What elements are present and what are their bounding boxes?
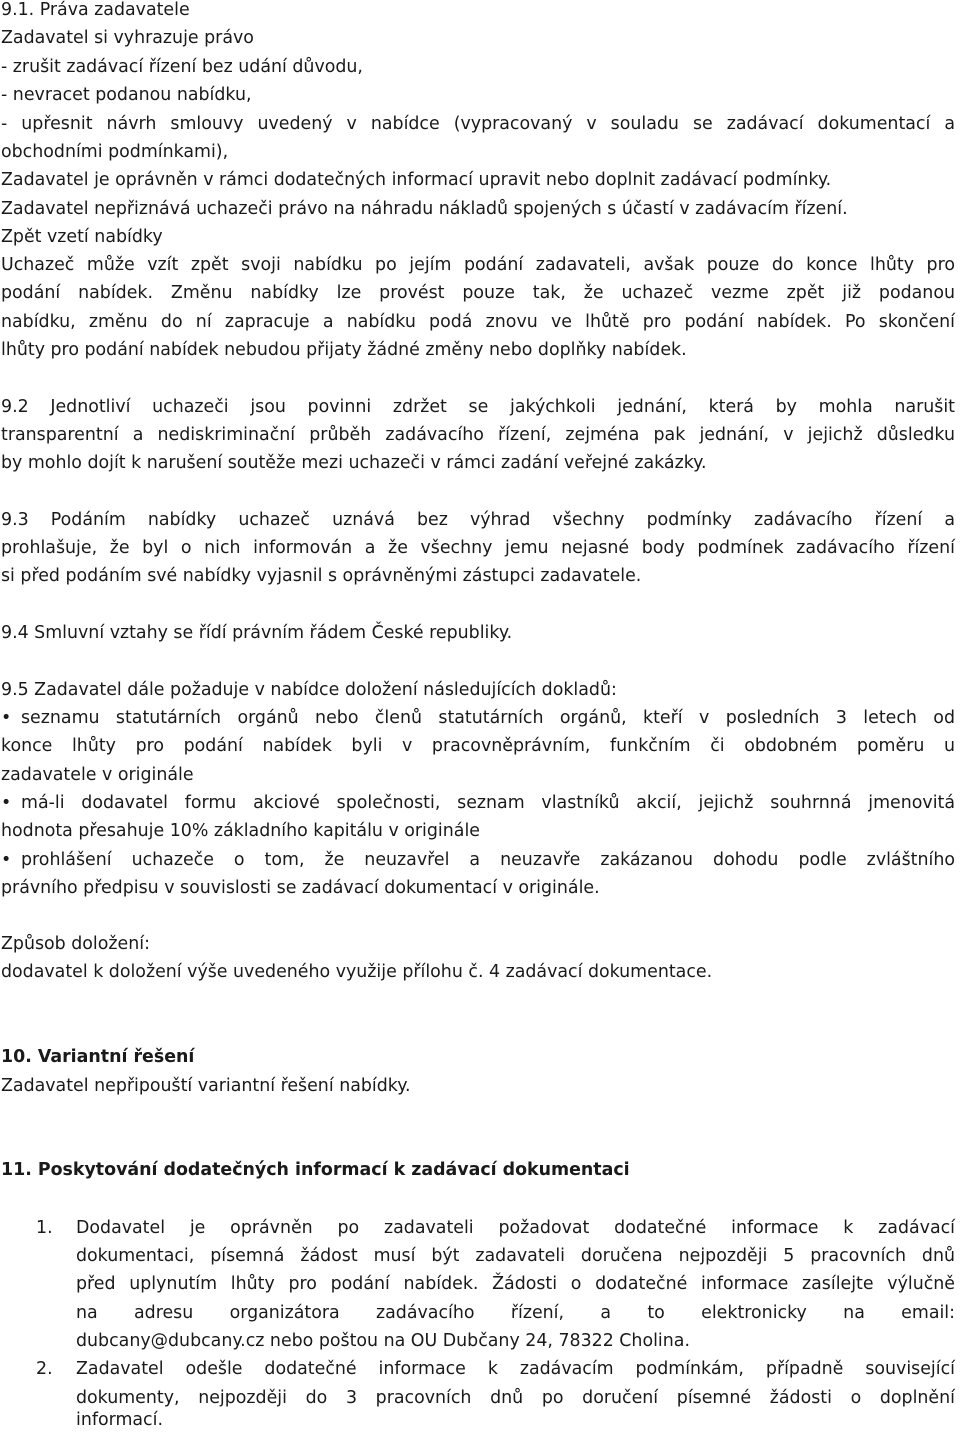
list-item-continued: konce lhůty pro podání nabídek byli v pracovněprávním, funkčním či obdobném poměru u [1,736,955,756]
paragraph-line: - nevracet podanou nabídku, [1,85,252,105]
numbered-item-continued: informací. [76,1410,163,1430]
numbered-item-continued: dokumenty, nejpozději do 3 pracovních dnů po doručení písemné žádosti o doplnění [76,1388,955,1408]
paragraph-line: by mohlo dojít k narušení soutěže mezi uchazeči v rámci zadání veřejné zakázky. [1,453,707,473]
list-item: seznamu statutárních orgánů nebo členů statutárních orgánů, kteří v posledních 3 letech od [21,708,955,728]
paragraph-line: dodavatel k doložení výše uvedeného využije přílohu č. 4 zadávací dokumentace. [1,962,713,982]
paragraph-line: - upřesnit návrh smlouvy uvedený v nabídce (vypracovaný v souladu se zadávací dokumentací a [1,114,955,134]
paragraph-line: 9.3 Podáním nabídky uchazeč uznává bez výhrad všechny podmínky zadávacího řízení a [1,510,955,530]
bullet-icon: • [1,793,12,813]
section-heading-11: 11. Poskytování dodatečných informací k zadávací dokumentaci [1,1160,630,1180]
paragraph-line: 9.4 Smluvní vztahy se řídí právním řádem České republiky. [1,623,513,643]
paragraph-line: podání nabídek. Změnu nabídky lze provést pouze tak, že uchazeč vezme zpět již podanou [1,283,955,303]
paragraph-line: Zadavatel si vyhrazuje právo [1,28,254,48]
paragraph-line: transparentní a nediskriminační průběh zadávacího řízení, zejména pak jednání, v jejichž důsledku [1,425,955,445]
paragraph-line: lhůty pro podání nabídek nebudou přijaty žádné změny nebo doplňky nabídek. [1,340,687,360]
list-item-continued: právního předpisu v souvislosti se zadávací dokumentací v originále. [1,878,600,898]
paragraph-line: Zadavatel nepřipouští variantní řešení nabídky. [1,1076,411,1096]
subheading-zpet-vzeti: Zpět vzetí nabídky [1,227,163,247]
numbered-item-continued: dokumentaci, písemná žádost musí být zadavateli doručena nejpozději 5 pracovních dnů [76,1246,955,1266]
paragraph-line: Způsob doložení: [1,934,150,954]
list-item: má-li dodavatel formu akciové společnosti, seznam vlastníků akcií, jejichž souhrnná jmenovitá [21,793,955,813]
paragraph-line: Zadavatel nepřiznává uchazeči právo na náhradu nákladů spojených s účastí v zadávacím řízení. [1,199,848,219]
list-item-continued: zadavatele v originále [1,765,194,785]
bullet-icon: • [1,708,12,728]
numbered-item-continued: dubcany@dubcany.cz nebo poštou na OU Dubčany 24, 78322 Cholina. [76,1331,690,1351]
paragraph-line: si před podáním své nabídky vyjasnil s oprávněnými zástupci zadavatele. [1,566,642,586]
numbered-item: Dodavatel je oprávněn po zadavateli požadovat dodatečné informace k zadávací [76,1218,955,1238]
list-number: 1. [36,1218,53,1238]
paragraph-line: obchodními podmínkami), [1,142,229,162]
paragraph-line: 9.5 Zadavatel dále požaduje v nabídce doložení následujících dokladů: [1,680,617,700]
paragraph-line: nabídku, změnu do ní zapracuje a nabídku podá znovu ve lhůtě pro podání nabídek. Po skončení [1,312,955,332]
paragraph-line: 9.2 Jednotliví uchazeči jsou povinni zdržet se jakýchkoli jednání, která by mohla narušit [1,397,955,417]
list-item: prohlášení uchazeče o tom, že neuzavřel a neuzavře zakázanou dohodu podle zvláštního [21,850,955,870]
paragraph-line: Zadavatel je oprávněn v rámci dodatečných informací upravit nebo doplnit zadávací podmínky. [1,170,832,190]
numbered-item: Zadavatel odešle dodatečné informace k zadávacím podmínkám, případně související [76,1359,955,1379]
section-heading-9-1: 9.1. Práva zadavatele [1,0,190,20]
paragraph-line: prohlašuje, že byl o nich informován a že všechny jemu nejasné body podmínek zadávacího řízení [1,538,955,558]
numbered-item-continued: před uplynutím lhůty pro podání nabídek. Žádosti o dodatečné informace zasílejte výlučně [76,1274,955,1294]
numbered-item-continued: na adresu organizátora zadávacího řízení, a to elektronicky na email: [76,1303,955,1323]
paragraph-line: Uchazeč může vzít zpět svoji nabídku po jejím podání zadavateli, avšak pouze do konce lhůty pro [1,255,955,275]
section-heading-10: 10. Variantní řešení [1,1047,195,1067]
bullet-icon: • [1,850,12,870]
list-item-continued: hodnota přesahuje 10% základního kapitálu v originále [1,821,480,841]
paragraph-line: - zrušit zadávací řízení bez udání důvodu, [1,57,363,77]
list-number: 2. [36,1359,53,1379]
